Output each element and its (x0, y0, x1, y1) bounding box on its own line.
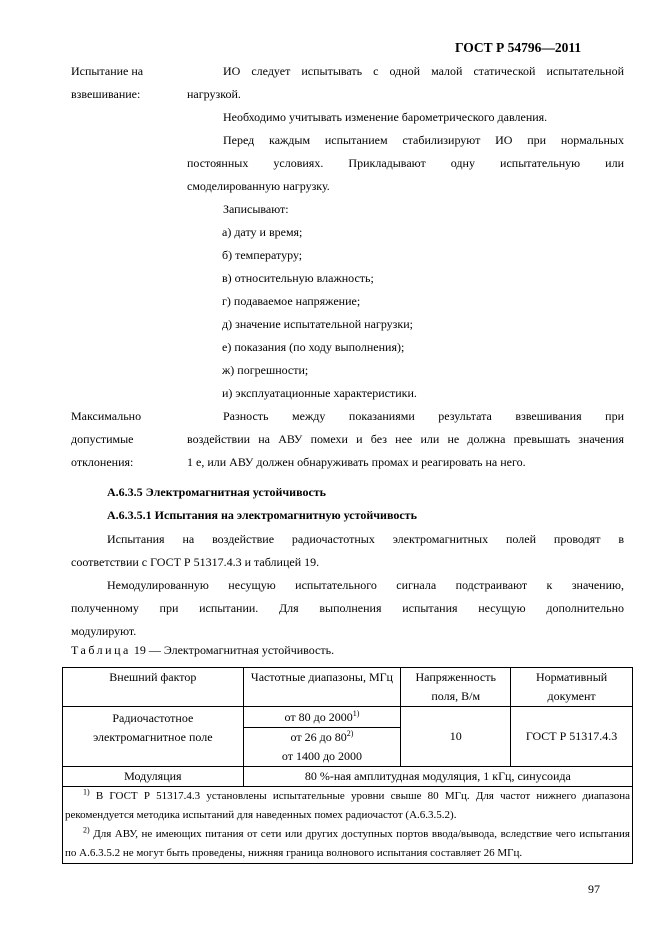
note-1: $^{1)}$ В ГОСТ Р 51317.4.3 установлены испытательные уровни свыше 80 МГц. Для частот нижнего диапазона рекомендуется методика испытаний для наведенных помех радиочастот (А.6.3.5.2). (65, 787, 631, 821)
text-line: полученному при испытании. Для выполнения испытания несущую дополнительно (71, 601, 624, 615)
table-caption-word: Таблица (71, 643, 131, 657)
text-line: Испытания на воздействие радиочастотных электромагнитных полей проводят в (107, 532, 624, 546)
factor-cell: Радиочастотное электромагнитное поле (63, 707, 244, 767)
header-cell: Внешний фактор (63, 668, 244, 707)
text-line: нагрузкой. (187, 87, 241, 101)
text-line: Немодулированную несущую испытательного сигнала подстраивают к значению, (107, 578, 624, 592)
list-item: ж) погрешности; (222, 363, 309, 377)
text-line: ИО следует испытывать с одной малой статической испытательной (223, 64, 624, 78)
header-cell: Частотные диапазоны, МГц (243, 668, 401, 707)
term-max-deviation (71, 405, 141, 474)
section-heading: А.6.3.5 Электромагнитная устойчивость (107, 485, 327, 499)
term-line: отклонения: (71, 455, 134, 469)
page-header: ГОСТ Р 54796—2011 (455, 40, 582, 55)
notes-row (63, 787, 633, 864)
modulation-row (63, 767, 633, 787)
header-cell: Нормативный документ (511, 668, 633, 707)
max-deviation-text (187, 405, 624, 474)
text-line: смоделированную нагрузку. (187, 179, 330, 193)
table-caption-text: 19 — Электромагнитная устойчивость. (130, 643, 335, 657)
text-line: Необходимо учитывать изменение барометрического давления. (223, 110, 548, 124)
table-header-row (63, 668, 633, 707)
record-list (222, 221, 417, 405)
paragraph-2 (71, 574, 624, 643)
text-line: Перед каждым испытанием стабилизируют ИО при нормальных (223, 133, 624, 147)
subsection-heading: А.6.3.5.1 Испытания на электромагнитную устойчивость (107, 508, 417, 522)
table-notes (63, 787, 633, 864)
list-item: е) показания (по ходу выполнения); (222, 340, 405, 354)
list-item: г) подаваемое напряжение; (222, 294, 361, 308)
text-line: воздействии на АВУ помехи и без нее или не должна превышать значения (187, 432, 624, 446)
paragraph-1 (71, 528, 624, 574)
term-line: Испытание на (71, 64, 144, 78)
modulation-value: 80 %-ная амплитудная модуляция, 1 кГц, синусоида (243, 767, 632, 787)
term-line: взвешивание: (71, 87, 141, 101)
note-2: $^{2)}$ Для АВУ, не имеющих питания от сети или других доступных портов ввода/вывода, вследствие чего испытания по А.6.3.5.2 не могут быть проведены, нижняя граница волнового испытания составляет 26 МГц. (65, 825, 630, 859)
list-item: в) относительную влажность; (222, 271, 374, 285)
text-line: Записывают: (223, 202, 289, 216)
term-weighing-test (71, 60, 143, 106)
list-item: и) эксплуатационные характеристики. (222, 386, 417, 400)
text-line: модулируют. (71, 624, 137, 638)
text-line: Разность между показаниями результата взвешивания при (223, 409, 624, 423)
text-line: постоянных условиях. Прикладывают одну испытательную или (187, 156, 624, 170)
text-line: 1 e, или АВУ должен обнаруживать промах и реагировать на него. (187, 455, 526, 469)
table-caption (71, 643, 334, 658)
term-line: Максимально (71, 409, 142, 423)
list-item: д) значение испытательной нагрузки; (222, 317, 413, 331)
modulation-label: Модуляция (63, 767, 244, 787)
document-cell: ГОСТ Р 51317.4.3 (511, 707, 633, 767)
header-cell: Напряженность поля, В/м (401, 668, 511, 707)
field-strength-cell: 10 (401, 707, 511, 767)
text-line: соответствии с ГОСТ Р 51317.4.3 и таблицей 19. (71, 555, 320, 569)
weighing-test-text (187, 60, 624, 221)
range-cell: от 26 до 80$^{2)}$ от 1400 до 2000 (243, 728, 401, 767)
page-number: 97 (588, 882, 600, 896)
list-item: б) температуру; (222, 248, 303, 262)
term-line: допустимые (71, 432, 134, 446)
list-item: а) дату и время; (222, 225, 303, 239)
table-row (63, 707, 633, 728)
range-cell: от 80 до 2000$^{1)}$ (243, 707, 401, 728)
emc-table (62, 667, 633, 864)
